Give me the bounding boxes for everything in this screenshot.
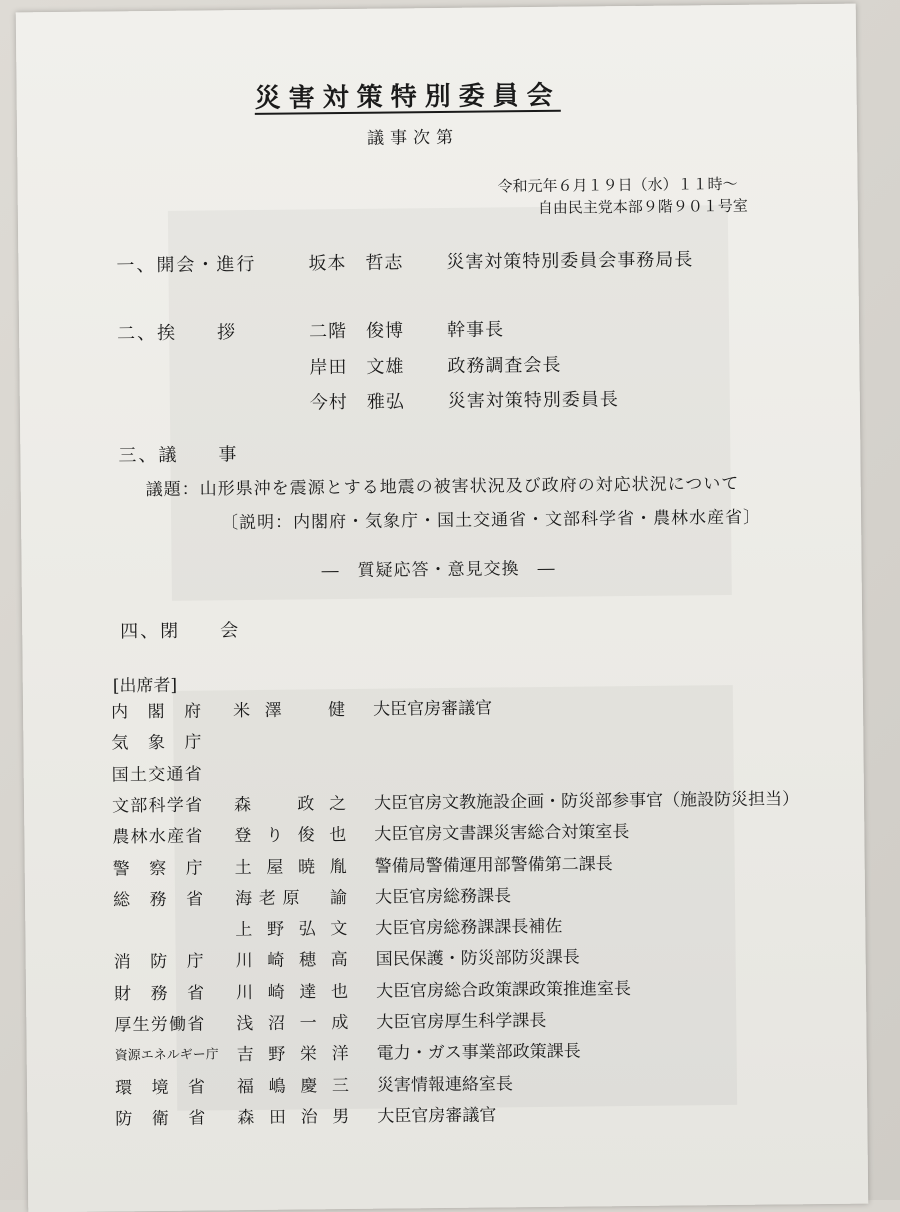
attendee-org: 文部科学省: [111, 795, 203, 817]
attendee-title: 国民保護・防災部防災課長: [375, 947, 580, 970]
document-title: 災害対策特別委員会: [254, 80, 561, 114]
attendee-name: 川崎穂高: [235, 950, 348, 972]
agenda-qa: ― 質疑応答・意見交換 ―: [321, 558, 556, 582]
attendee-name: 森 政之: [233, 794, 347, 816]
attendee-name: 上野弘文: [235, 919, 348, 941]
greeting-speaker-name: 二階 俊博: [308, 320, 405, 343]
meeting-date: 令和元年６月１９日（水）１１時～: [497, 174, 738, 196]
attendee-org: 内閣府: [110, 701, 202, 723]
attendee-title: 大臣官房審議官: [377, 1105, 497, 1127]
attendee-org: 財務省: [113, 983, 205, 1005]
attendees-header: [出席者]: [112, 675, 178, 697]
agenda-proceedings-label: 三、議 事: [118, 444, 239, 467]
attendee-name: 吉野栄洋: [236, 1044, 349, 1066]
attendee-org: 総務省: [112, 889, 204, 911]
attendee-org: 消防庁: [113, 951, 204, 973]
attendee-name: 米澤 健: [232, 700, 346, 722]
document-page: [16, 4, 869, 1212]
attendee-name: 森田治男: [237, 1106, 350, 1129]
agenda-explanation: 〔説明：内閣府・気象庁・国土交通省・文部科学省・農林水産省〕: [220, 507, 762, 534]
agenda-opening-name: 坂本 哲志: [308, 252, 404, 275]
attendee-title: 警備局警備運用部警備第二課長: [374, 854, 613, 877]
greeting-speaker-name: 岸田 文雄: [309, 356, 405, 379]
attendee-name: 土屋暁胤: [234, 857, 347, 879]
attendee-org: 厚生労働省: [114, 1014, 205, 1036]
attendee-name: 浅沼一成: [236, 1013, 349, 1035]
meeting-venue: 自由民主党本部９階９０１号室: [537, 196, 748, 217]
attendee-title: 大臣官房厚生科学課長: [376, 1010, 547, 1033]
agenda-greeting-label: 二、挨 拶: [117, 322, 238, 345]
agenda-opening-role: 災害対策特別委員会事務局長: [446, 249, 694, 273]
attendee-org: 防衛省: [115, 1108, 206, 1130]
agenda-topic: 議題：山形県沖を震源とする地震の被害状況及び政府の対応状況について: [145, 473, 740, 501]
attendee-org: 資源エネルギー庁: [114, 1047, 219, 1064]
attendee-org: 環境省: [114, 1077, 206, 1099]
attendee-title: 大臣官房審議官: [372, 698, 493, 720]
attendee-title: 大臣官房総務課課長補佐: [375, 916, 563, 939]
attendee-title: 電力・ガス事業部政策課長: [376, 1041, 581, 1064]
document-subtitle: 議事次第: [366, 127, 460, 149]
greeting-speaker-role: 政務調査会長: [447, 354, 562, 377]
agenda-closing-label: 四、閉 会: [120, 620, 241, 643]
attendee-name: 福嶋慶三: [236, 1076, 350, 1098]
attendee-title: 大臣官房総合政策課政策推進室長: [375, 979, 632, 1002]
attendee-org: 国土交通省: [111, 764, 202, 786]
attendee-title: 災害情報連絡室長: [376, 1074, 514, 1096]
attendee-title: 大臣官房文書課災害総合対策室長: [374, 822, 630, 845]
agenda-opening-label: 一、開会・進行: [116, 253, 257, 277]
attendee-org: 気象庁: [111, 732, 202, 754]
greeting-speaker-role: 幹事長: [446, 319, 505, 341]
greeting-speaker-role: 災害対策特別委員長: [447, 389, 619, 412]
attendee-org: 警察庁: [112, 858, 203, 880]
attendee-name: 川崎達也: [235, 982, 349, 1004]
attendee-title: 大臣官房文教施設企画・防災部参事官（施設防災担当）: [373, 789, 800, 814]
greeting-speaker-name: 今村 雅弘: [309, 391, 405, 414]
attendee-org: 農林水産省: [112, 826, 203, 848]
attendee-name: 登り俊也: [234, 825, 347, 847]
attendee-title: 大臣官房総務課長: [374, 886, 512, 908]
attendee-name: 海老原 諭: [234, 888, 348, 910]
